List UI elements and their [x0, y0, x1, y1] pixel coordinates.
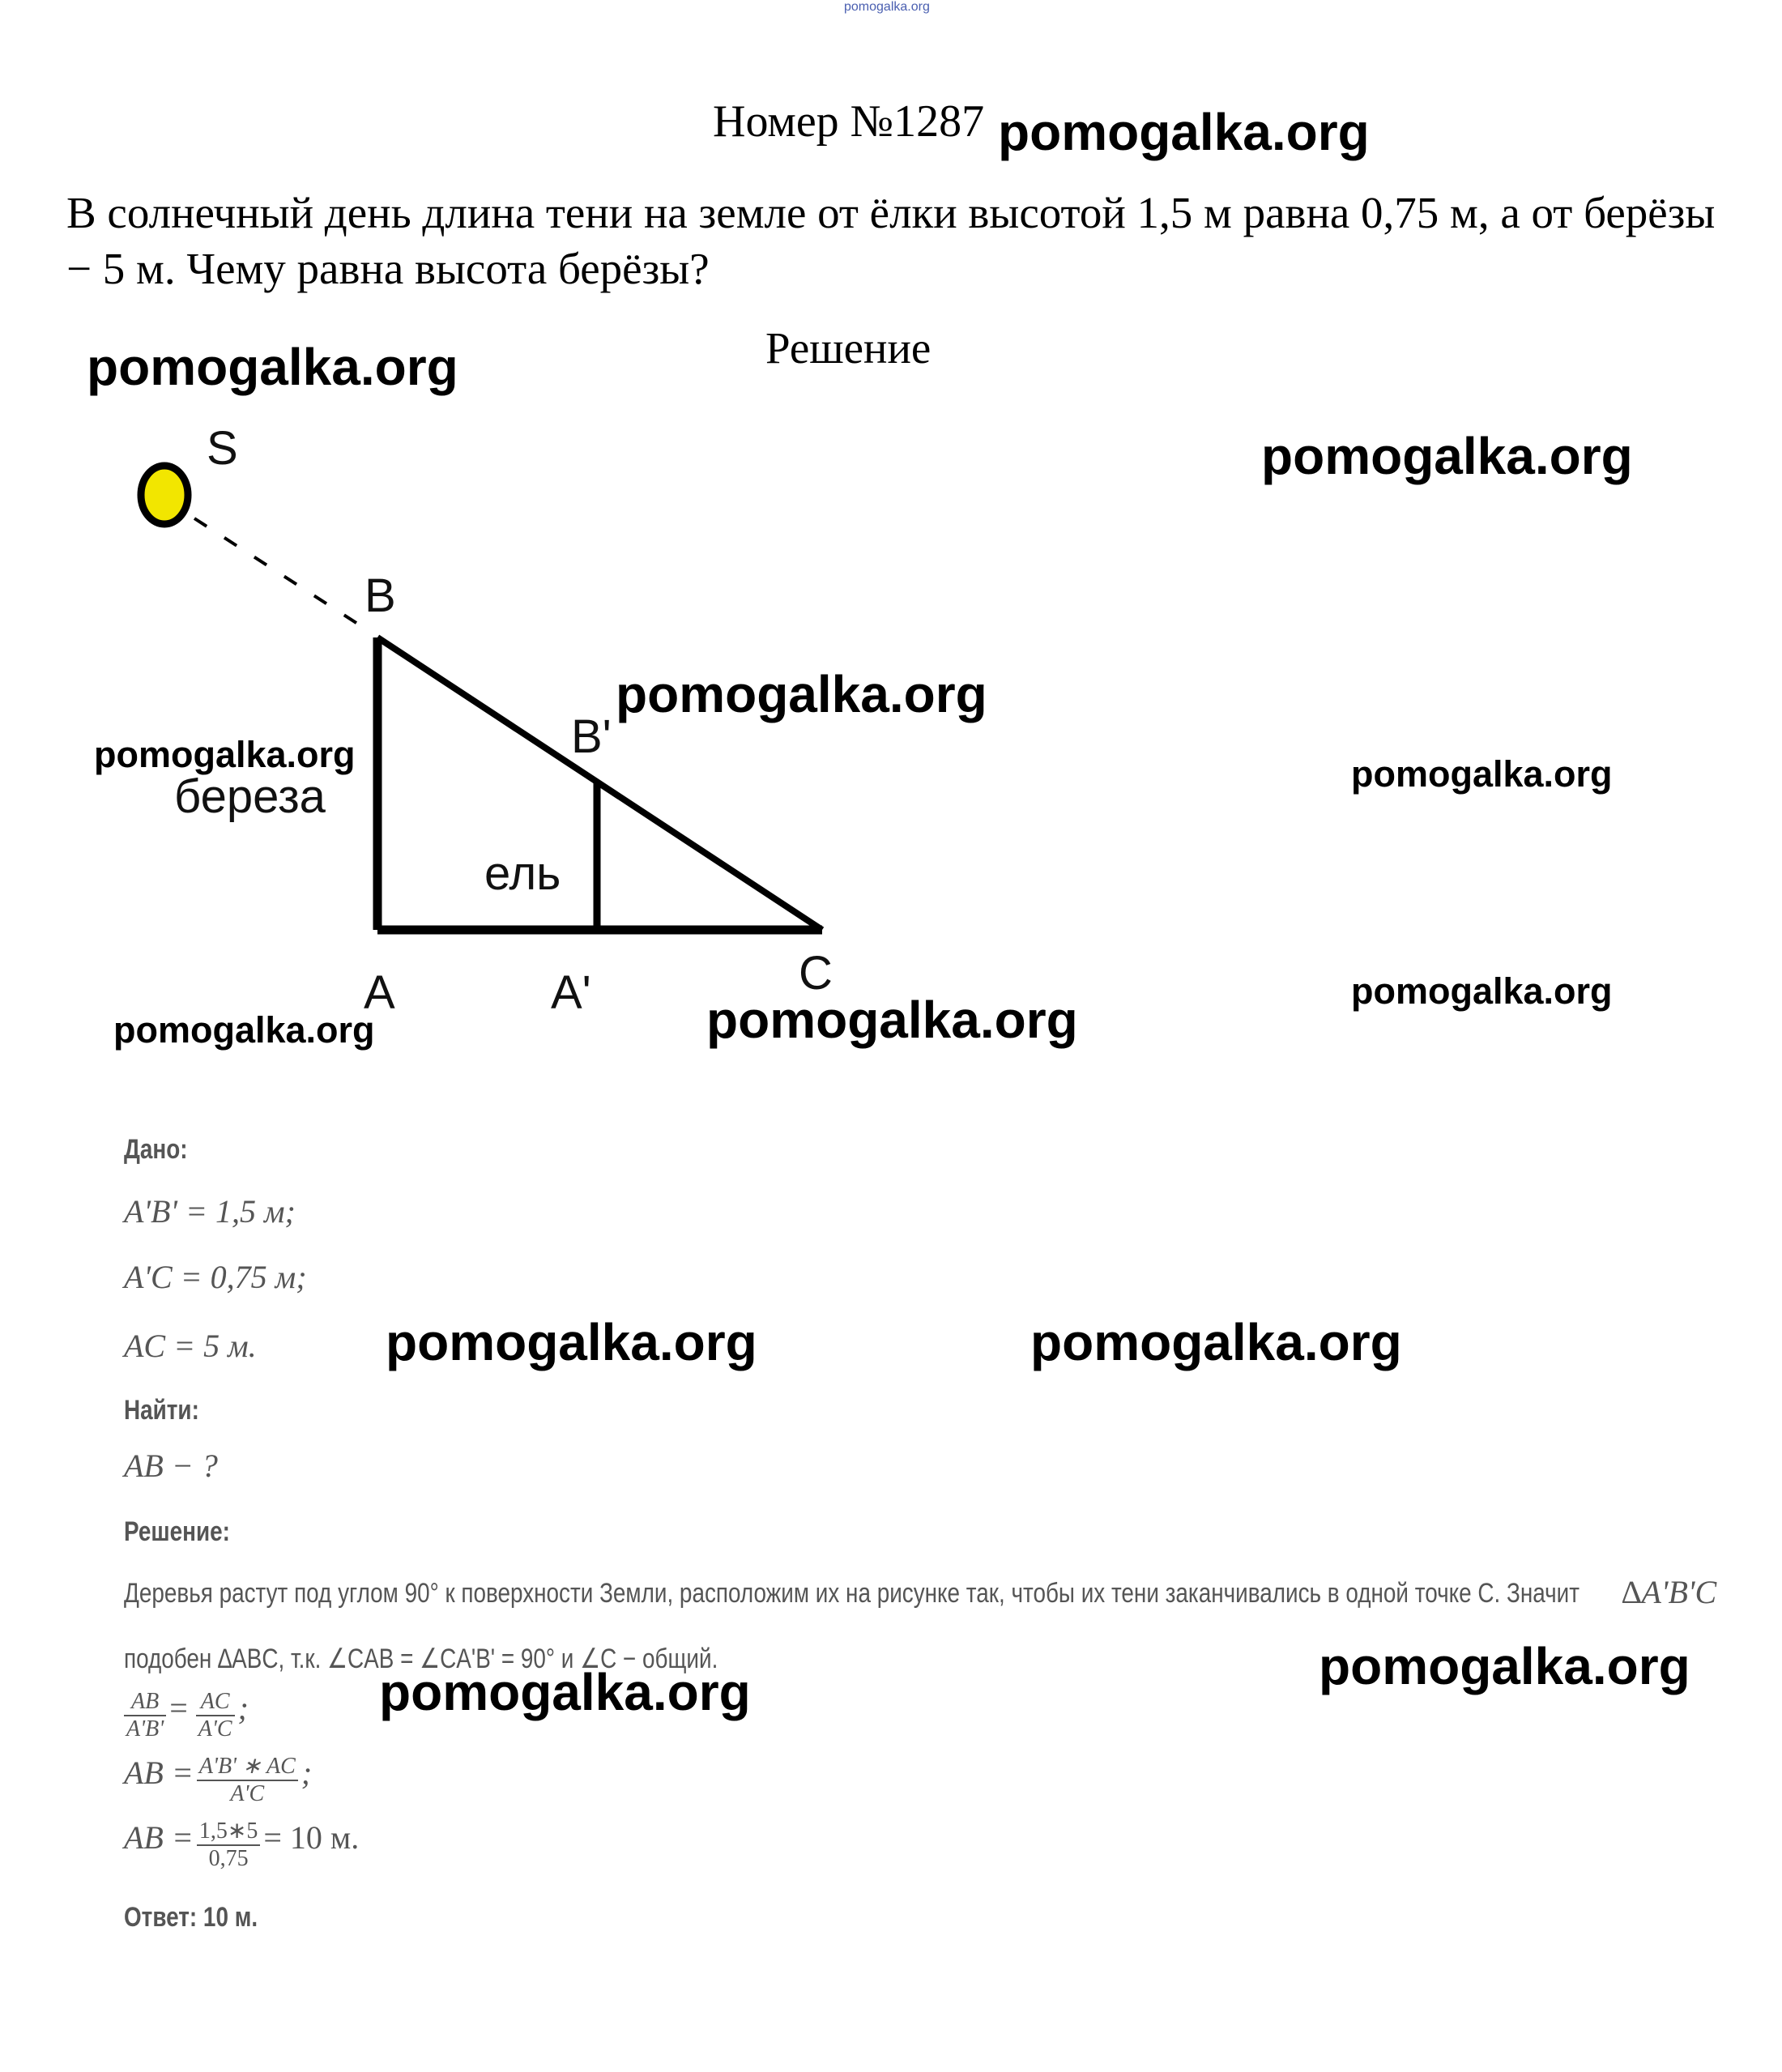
solution-text-line2: подобен ∆ABC, т.к. ∠CAB = ∠CA'B' = 90° и ∠C − общий.	[124, 1644, 718, 1674]
fraction	[124, 1689, 166, 1742]
punctuation: ;	[301, 1754, 313, 1791]
watermark: pomogalka.org	[706, 991, 1078, 1049]
find-item: AB − ?	[124, 1447, 218, 1484]
denominator: A'B'	[126, 1716, 164, 1742]
equation-1: $\frac{AB}{A'B'}$ = $\frac{AC}{A'C}$ ;	[124, 1689, 249, 1742]
watermark: pomogalka.org	[87, 338, 458, 396]
equation-result: = 10 м.	[263, 1819, 360, 1856]
punctuation: ;	[237, 1690, 249, 1726]
answer: Ответ: 10 м.	[124, 1902, 258, 1933]
label-A-prime: A'	[551, 966, 591, 1019]
numerator: AC	[196, 1689, 235, 1716]
equation-3	[124, 1818, 359, 1872]
label-B: B	[364, 569, 396, 622]
label-B-prime: B'	[571, 710, 612, 763]
watermark: pomogalka.org	[1261, 427, 1633, 485]
label-birch: береза	[174, 770, 326, 823]
numerator: AB	[124, 1689, 166, 1716]
top-watermark: pomogalka.org	[844, 0, 930, 14]
equation-lhs: AB =	[124, 1754, 194, 1791]
problem-text: В солнечный день длина тени на земле от ёлки высотой 1,5 м равна 0,75 м, а от берёзы − 5 м. Чему равна высота берёзы?	[66, 188, 1716, 293]
watermark: pomogalka.org	[1351, 753, 1613, 795]
solution-heading: Решение	[765, 323, 932, 373]
numerator: A'B' ∗ AC	[197, 1754, 298, 1781]
watermark: pomogalka.org	[998, 103, 1370, 161]
find-label: Найти:	[124, 1395, 199, 1426]
sun-ray-dashed	[194, 518, 373, 633]
label-C: C	[799, 947, 833, 1000]
given-item: AC = 5 м.	[124, 1328, 257, 1364]
watermark: pomogalka.org	[386, 1313, 757, 1371]
denominator: 0,75	[208, 1846, 249, 1872]
numerator: 1,5∗5	[197, 1818, 260, 1846]
equation-lhs: AB =	[124, 1819, 194, 1856]
given-item: A'C = 0,75 м;	[124, 1259, 307, 1295]
watermark: pomogalka.org	[1319, 1637, 1690, 1695]
fraction	[197, 1754, 298, 1807]
page-title: Номер №1287	[713, 96, 985, 147]
watermark: pomogalka.org	[113, 1009, 375, 1051]
fraction	[196, 1689, 235, 1742]
label-S: S	[207, 422, 238, 475]
label-spruce: ель	[484, 847, 561, 900]
watermark: pomogalka.org	[94, 734, 356, 775]
label-A: A	[364, 966, 395, 1019]
watermark: pomogalka.org	[379, 1663, 751, 1721]
solution-text-line1: Деревья растут под углом 90° к поверхности Земли, расположим их на рисунке так, чтобы их тени заканчивались в одной точке С. Значит	[124, 1578, 1580, 1609]
watermark: pomogalka.org	[616, 665, 987, 723]
given-item: A'B' = 1,5 м;	[124, 1193, 296, 1230]
solution-text-line1-math: ∆A'B'C	[1622, 1574, 1717, 1610]
watermark: pomogalka.org	[1351, 970, 1613, 1012]
denominator: A'C	[198, 1716, 232, 1742]
denominator: A'C	[230, 1781, 265, 1807]
equation-2	[124, 1754, 312, 1807]
sun-icon	[141, 466, 188, 524]
given-label: Дано:	[124, 1134, 188, 1165]
solution-label: Решение:	[124, 1516, 230, 1547]
fraction	[197, 1818, 260, 1872]
watermark: pomogalka.org	[1030, 1313, 1402, 1371]
